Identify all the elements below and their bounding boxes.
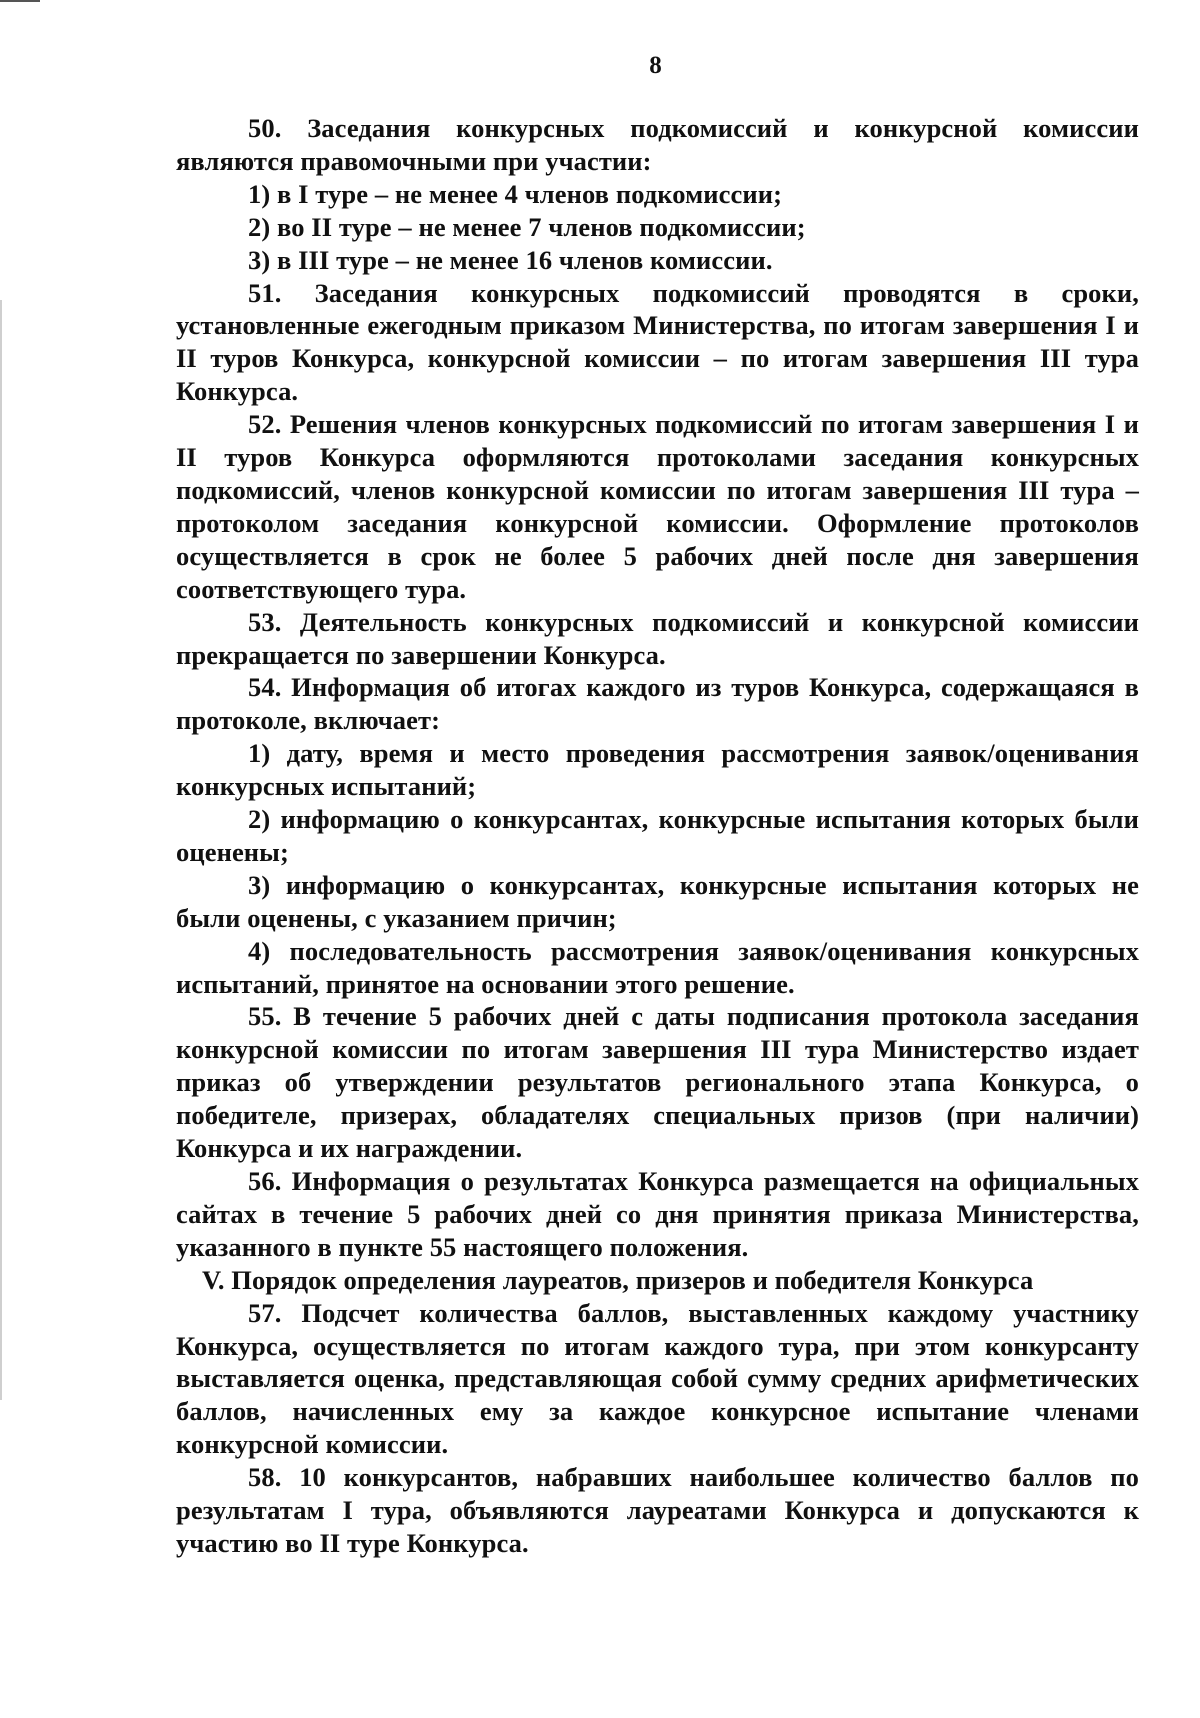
- section-heading: V. Порядок определения лауреатов, призеров и победителя Конкурса: [202, 1264, 1034, 1295]
- paragraph-51: 51. Заседания конкурсных подкомиссий проводятся в сроки, установленные ежегодным приказом Министерства, по итогам завершения I и II туров Конкурса, конкурсной комиссии – по итогам завершения III тура Конкурса.: [176, 277, 1139, 407]
- paragraph-54: 54. Информация об итогах каждого из туров Конкурса, содержащаяся в протоколе, включает:: [176, 672, 1139, 736]
- list-item: 3) информацию о конкурсантах, конкурсные испытания которых не были оценены, с указанием причин;: [176, 869, 1139, 933]
- paragraph-52: 52. Решения членов конкурсных подкомиссий по итогам завершения I и II туров Конкурса оформляются протоколами заседания конкурсных подкомиссий, членов конкурсной комиссии по итогам завершения III тура – протоколом заседания конкурсной комиссии. Оформление протоколов осуществляется в срок не более 5 рабочих дней после дня завершения соответствующего тура.: [176, 409, 1139, 604]
- paragraph-57: 57. Подсчет количества баллов, выставленных каждому участнику Конкурса, осуществляется по итогам каждого тура, при этом конкурсанту выставляется оценка, представляющая собой сумму средних арифметических баллов, начисленных ему за каждое конкурсное испытание членами конкурсной комиссии.: [176, 1297, 1139, 1460]
- list-item: 3) в III туре – не менее 16 членов комиссии.: [248, 244, 773, 275]
- paragraph-50: 50. Заседания конкурсных подкомиссий и конкурсной комиссии являются правомочными при участии:: [176, 113, 1139, 176]
- list-item: 4) последовательность рассмотрения заявок/оценивания конкурсных испытаний, принятое на основании этого решение.: [176, 935, 1139, 999]
- paragraph-53: 53. Деятельность конкурсных подкомиссий и конкурсной комиссии прекращается по завершении Конкурса.: [176, 606, 1139, 670]
- list-item: 1) в I туре – не менее 4 членов подкомиссии;: [248, 178, 783, 209]
- page-number: 8: [649, 52, 662, 79]
- document-body: [176, 112, 1139, 1560]
- paragraph-55: 55. В течение 5 рабочих дней с даты подписания протокола заседания конкурсной комиссии по итогам завершения III тура Министерство издает приказ об утверждении результатов регионального этапа Конкурса, о победителе, призерах, обладателях специальных призов (при наличии) Конкурса и их награждении.: [176, 1001, 1139, 1164]
- list-item: 2) информацию о конкурсантах, конкурсные испытания которых были оценены;: [176, 804, 1139, 867]
- scan-left-edge: [0, 300, 2, 1400]
- paragraph-56: 56. Информация о результатах Конкурса размещается на официальных сайтах в течение 5 рабочих дней со дня принятия приказа Министерства, указанного в пункте 55 настоящего положения.: [176, 1166, 1139, 1262]
- list-item: 2) во II туре – не менее 7 членов подкомиссии;: [248, 211, 806, 242]
- scan-edge-mark: [0, 0, 40, 8]
- list-item: 1) дату, время и место проведения рассмотрения заявок/оценивания конкурсных испытаний;: [176, 738, 1139, 802]
- paragraph-58: 58. 10 конкурсантов, набравших наибольшее количество баллов по результатам I тура, объявляются лауреатами Конкурса и допускаются к участию во II туре Конкурса.: [176, 1462, 1139, 1558]
